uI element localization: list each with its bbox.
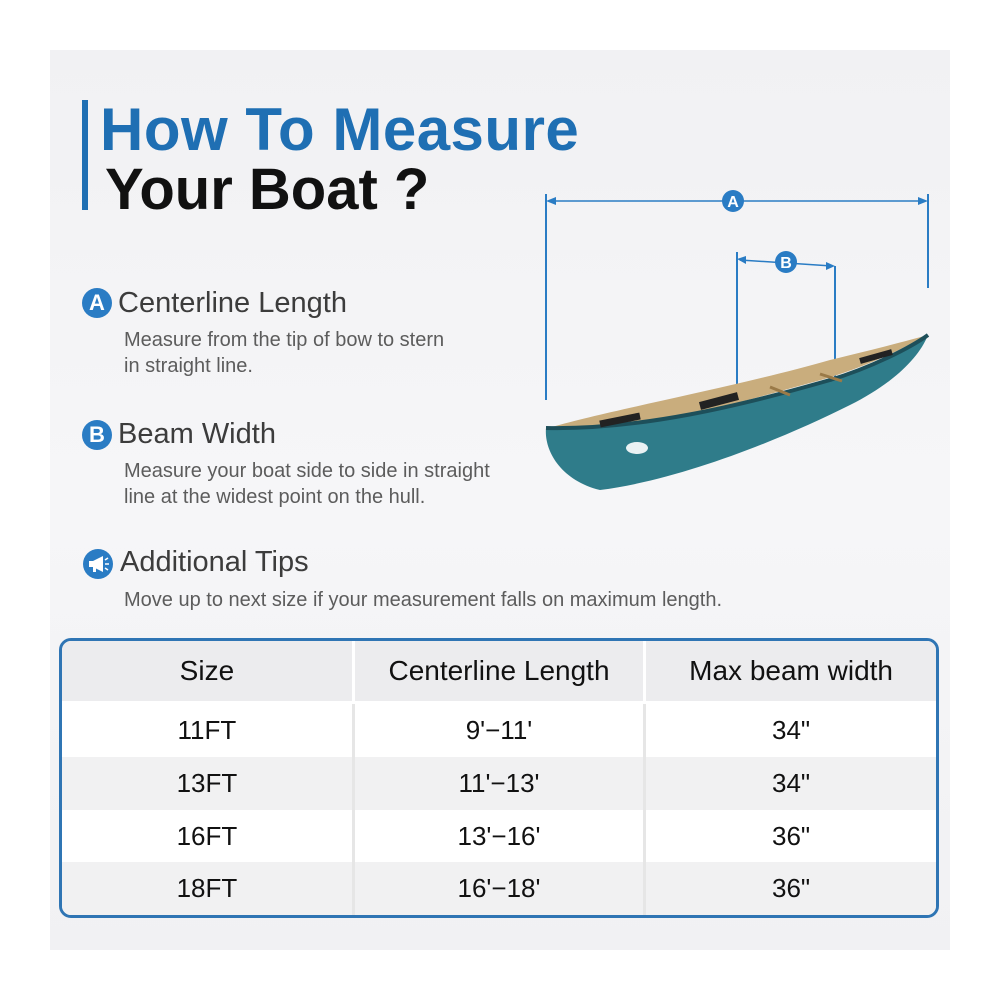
table-cell: 13FT [62, 757, 353, 810]
table-cell: 9'−11' [353, 703, 644, 758]
table-header-centerline: Centerline Length [353, 641, 644, 703]
table-cell: 36" [645, 862, 936, 915]
title-line-2: Your Boat ? [105, 157, 430, 222]
table-row [62, 862, 936, 915]
table-cell: 16FT [62, 810, 353, 863]
megaphone-icon [82, 548, 114, 580]
table-cell: 34" [645, 757, 936, 810]
table-cell: 16'−18' [353, 862, 644, 915]
table-header-size: Size [62, 641, 353, 703]
badge-b-icon: B [82, 420, 112, 450]
title-accent-bar [82, 100, 88, 210]
infographic-panel [50, 50, 950, 950]
table-cell: 11'−13' [353, 757, 644, 810]
size-table [59, 638, 939, 918]
table-cell: 13'−16' [353, 810, 644, 863]
table-cell: 36" [645, 810, 936, 863]
table-cell: 34" [645, 703, 936, 758]
canoe-diagram [530, 180, 950, 510]
table-header-beam: Max beam width [645, 641, 936, 703]
table-cell: 11FT [62, 703, 353, 758]
section-tips-text: Move up to next size if your measurement falls on maximum length. [124, 589, 723, 611]
section-b-title: Beam Width [118, 418, 276, 450]
table-row [62, 810, 936, 863]
table-cell: 18FT [62, 862, 353, 915]
diagram-label-a: A [727, 194, 739, 211]
badge-a-icon: A [82, 288, 112, 318]
section-a-text: Measure from the tip of bow to stern in straight line. [124, 329, 445, 377]
table-row [62, 703, 936, 758]
table-row [62, 757, 936, 810]
section-a-title: Centerline Length [118, 287, 347, 319]
diagram-label-b: B [780, 255, 792, 272]
title-line-1: How To Measure [100, 96, 580, 163]
section-tips-title: Additional Tips [120, 546, 309, 578]
section-b-text: Measure your boat side to side in straight line at the widest point on the hull. [124, 460, 490, 508]
